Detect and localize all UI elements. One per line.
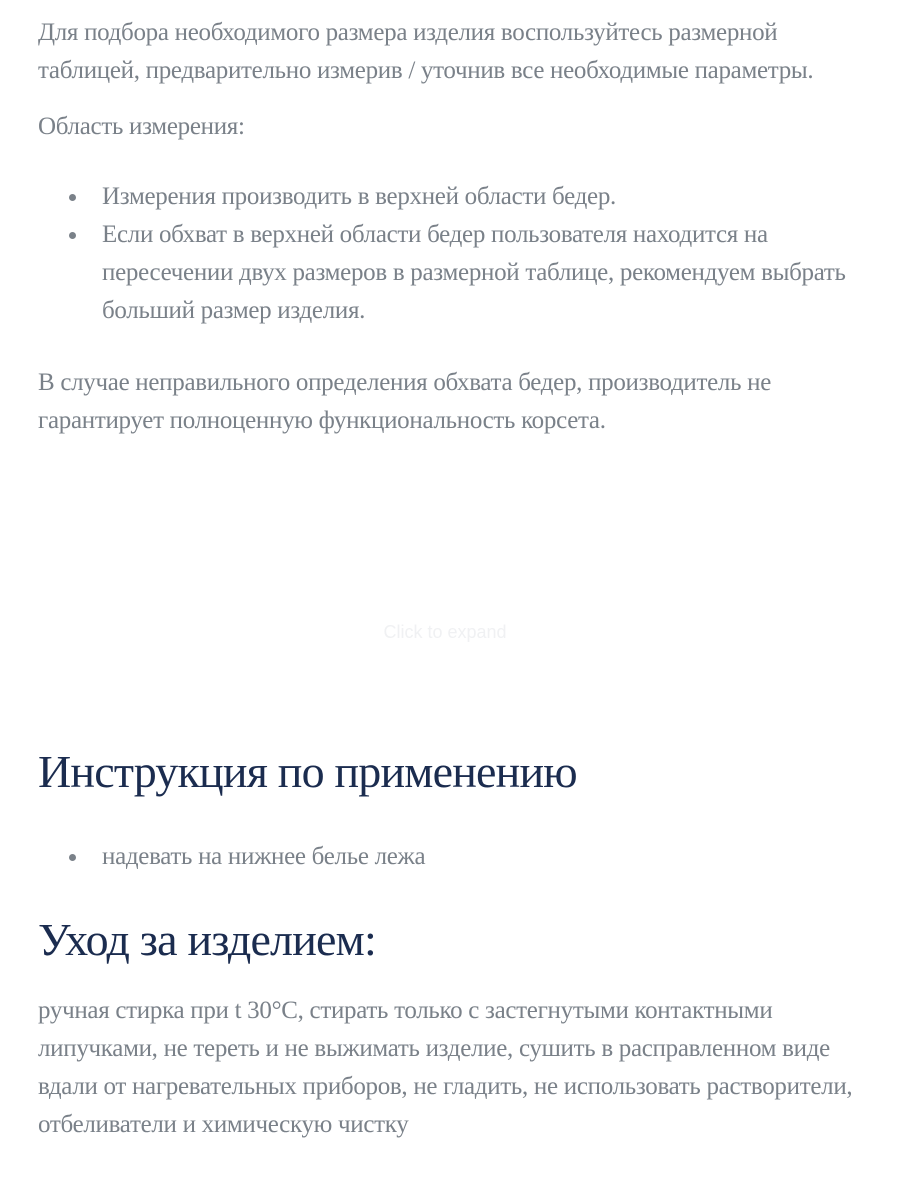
instructions-heading: Инструкция по применению xyxy=(38,746,577,797)
care-paragraph: ручная стирка при t 30°C, стирать только с застегнутыми контактными липучками, не тереть и не выжимать изделие, сушить в расправленном виде вдали от нагревательных приборов, не гладить, не использовать растворители, отбеливатели и химическую чистку xyxy=(38,997,853,1138)
warning-paragraph: В случае неправильного определения обхвата бедер, производитель не гарантирует полноценную функциональность корсета. xyxy=(38,369,772,434)
list-item xyxy=(38,216,858,330)
measurement-bullet-list xyxy=(38,178,858,330)
list-item xyxy=(38,178,858,216)
instructions-bullet-list xyxy=(38,838,858,876)
list-item xyxy=(38,838,858,876)
product-description xyxy=(38,0,868,1200)
expand-image-button[interactable]: Click to expand xyxy=(383,622,507,642)
bullet-icon xyxy=(69,854,76,861)
care-heading: Уход за изделием: xyxy=(38,914,376,965)
bullet-icon xyxy=(69,232,76,239)
list-item-text: Если обхват в верхней области бедер пользователя находится на пересечении двух размеров в размерной таблице, рекомендуем выбрать больший размер изделия. xyxy=(102,221,846,324)
list-item-text: Измерения производить в верхней области бедер. xyxy=(102,183,616,210)
list-item-text: надевать на нижнее белье лежа xyxy=(102,843,426,870)
bullet-icon xyxy=(69,194,76,201)
measurement-area-label: Область измерения: xyxy=(38,113,245,140)
size-intro-paragraph: Для подбора необходимого размера изделия воспользуйтесь размерной таблицей, предварительно измерив / уточнив все необходимые параметры. xyxy=(38,19,814,84)
